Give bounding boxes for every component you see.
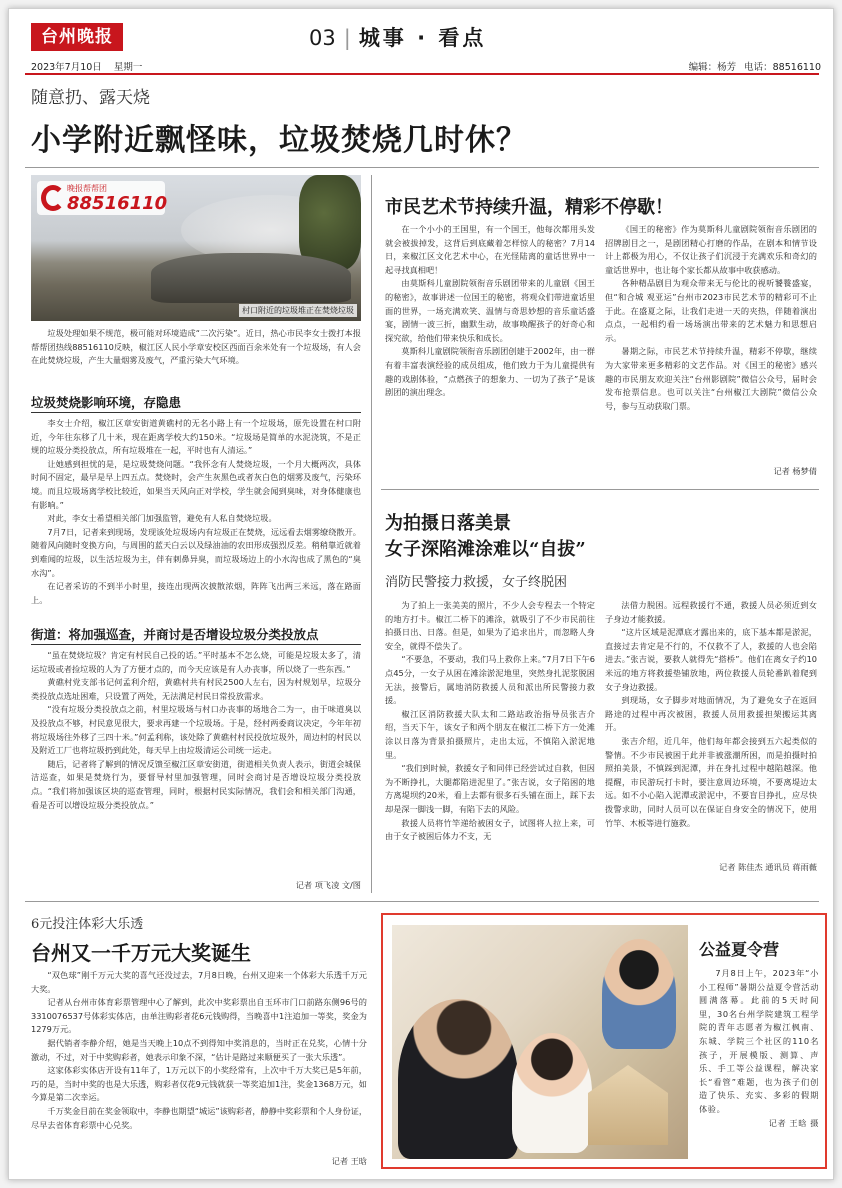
editor-line	[681, 59, 821, 73]
summer-camp-photo	[392, 925, 688, 1159]
story-rule	[381, 489, 819, 490]
art-headline: 市民艺术节持续升温，精彩不停歇！	[385, 197, 673, 218]
page-number: 03	[309, 26, 336, 50]
lottery-byline: 记者 王晗	[331, 1156, 367, 1166]
lead-headline: 小学附近飘怪味，垃圾焚烧几时休？	[31, 123, 527, 158]
beach-byline: 记者 陈佳杰 通讯员 蒋雨薇	[719, 862, 817, 872]
boy-figure	[602, 939, 676, 1049]
beach-kicker: 消防民警接力救援，女子终脱困	[385, 575, 568, 590]
beach-headline-line-1: 为拍摄日落美景	[385, 513, 511, 534]
issue-date: 2023年7月10日	[31, 62, 102, 73]
bottom-section-rule	[25, 901, 819, 902]
beach-headline-line-2: 女子深陷滩涂难以“自拔”	[385, 539, 586, 560]
lottery-kicker: 6元投注体彩大乐透	[31, 917, 144, 932]
subhead-rule	[31, 644, 361, 645]
editor-phone: 电话：88516110	[744, 62, 821, 73]
issue-weekday: 星期一	[113, 62, 143, 73]
art-column-2: 《国王的秘密》作为莫斯科儿童剧院领衔音乐剧团的招牌剧目之一，是剧团精心打磨的作品，在剧本和情节设计上都极为用心，不仅让孩子们沉浸于充满欢乐和奇幻的童话世界中，也让每个家长都从故事中收获感动。 各种精品剧目为观众带来无与伦比的视听饕餮盛宴，但“和合城 观亚运”台州市2023市民艺术节的精彩可不止于此。在盛夏之际，让我们走进一天的夹热，伴随着演出点点，一起相约看一场场演出带来的艺术魅力和思想启示。 暑期之际，市民艺术节持续升温，精彩不停歇，继续为大家带来更多精彩的文艺作品。对《国王的秘密》感兴趣的市民朋友欢迎关注“台州影剧院”微信公众号，届时会发布抢票信息。也可以关注“台州椒江大剧院”微信公众号，参与互动获取门票。	[605, 224, 817, 411]
hotline-number: 88516110	[67, 193, 168, 214]
lead-section-1: 李女士介绍，椒江区章安街道黄礁村的无名小路上有一个垃圾场，原先设置在村口附近，今年往东移了几十米，现在距离学校大约150米。“垃圾场是简单的水泥浇筑，不是正规的垃圾分类投放点，所有垃圾堆在一起，平时也有人清运。” 让她感到担忧的是，是垃圾焚烧问题。“我怀念有人焚烧垃圾，一个月大概两次，具体时间不固定，最早是早上四五点。焚烧时，会产生灰黑色或者灰白色的烟雾及废气，污染环境。而且垃圾场离学校比较近，如果当天风向正对学校，学生就会闻到臭味，对身体健康也有影响。” 对此，李女士希望相关部门加强监管，避免有人私自焚烧垃圾。 7月7日，记者来到现场，发现该处垃圾场内有垃圾正在焚烧，远远看去烟雾缭绕散开。随着风向随时变换方向，与周围的蓝天白云以及绿油油的农田形成强烈反差。稍稍靠近就着到难闻的垃圾，以生活垃圾为主，伴有刺鼻异臭，而垃圾场边上的小水沟也成了黑色的“臭水沟”。 在记者采访的不到半小时里，接连出现两次披散浓烟，阵阵飞出两三米远，落在路面上。	[31, 418, 361, 605]
newspaper-page	[8, 8, 834, 1180]
lead-subhead-1: 垃圾焚烧影响环境，存隐患	[31, 395, 182, 410]
beach-column-2: 法借力脱困。远程救援行不通，救援人员必须近到女子身边才能救援。 “这片区域是泥潭底才露出来的，底下基本都是淤泥，直接过去肯定是不行的，不仅救不了人，救援的人也会陷进去。”张吉说，要救人就得先“搭桥”。他们在离女子约10米远的地方将救援垫铺放地，两位救援人员轮番趴着爬到女子身边救援。 到现场，女子脚步对地面情况，为了避免女子在返回路途的过程中再次被困，救援人员用救援担架搬运其离开。 张吉介绍，近几年，他们每年都会接到五六起类似的警情。不少市民被困于此并非被涨潮所困，而是拍摄时拍照拍美景，不慎踩到泥潭，并在身扎过程中越陷越深。他提醒，市民游玩打卡时，要注意周边环境，不要离堤边太远。如不小心陷入泥潭或淤泥中，不要盲目挣扎，应尽快拨警求助，同时人员可以在保证自身安全的情况下，使用竹竿、木板等进行施救。	[605, 600, 817, 828]
lottery-body: “双色球”刚千万元大奖的喜气还没过去，7月8日晚，台州又迎来一个体彩大乐透千万元大奖。 记者从台州市体育彩票管理中心了解到，此次中奖彩票出自玉环市门口前路东侧96号的3310076537号体彩实体店，由单注购彩者花6元钱购得，当晚喜中1注追加一等奖，奖金为1279万元。 据代销者李静介绍，她是当天晚上10点不到得知中奖消息的，当时正在兑奖，心情十分激动，不过，对于中奖购彩者，她表示印象不深，“估计是路过来顺便买了一张大乐透”。 这家体彩实体店开设有11年了，1万元以下的小奖经常有，上次中千万大奖已是5年前，巧的是，当时中奖的也是大乐透，购彩者仅花9元钱就获一等奖追加1注，奖金1368万元，如今算是第二次幸运。 千万奖金目前在奖金领取中，李静也期望“城运”该购彩者，静静中奖彩票和个人身份证，尽早去省体育彩票中心兑奖。	[31, 970, 367, 1130]
headline-rule	[25, 167, 819, 168]
hotline-badge	[37, 181, 168, 215]
lead-byline: 记者 项飞凌 文/图	[295, 880, 361, 890]
header-divider: |	[343, 26, 351, 50]
dateline	[31, 59, 154, 73]
lead-section-2: “虽在焚烧垃圾？肯定有村民自己投的话。”平时基本不怎么烧，可能是垃圾太多了，清运垃圾或者捡垃圾的人为了方便才点的，而今天应该是有人办丧事，所以烧了一些东西。” 黄礁村党支部书记何孟利介绍，黄礁村共有村民2500人左右，因为村规划早，垃圾分类投放点选址困难，只设置了两处，无法满足村民日常投放需求。 “没有垃圾分类投放点之前，村里垃圾场与村口办丧事的场地合二为一，由于味道臭以及投放点不够，村民意见很大，要求再建一个垃圾场。于是，经村两委商议决定，今年年初将垃圾场往外移了三四十米。”何孟利称，该处除了黄礁村村民投放垃圾外，周边村的村民以及附近工厂也将垃圾扔到此处，每天早上由垃圾清运公司统一运走。 随后，记者将了解到的情况反馈至椒江区章安街道，街道相关负责人表示，街道会城保洁巡查，如果是焚烧行为，要督导村里加强管理，同时会商讨是否增设垃圾分类投放点。“我们将加强该区块的巡查管理，同时，根据村民实际情况，我们会和相关部门沟通，看是否可以增设垃圾分类投放点。”	[31, 650, 361, 810]
page-section-header	[309, 21, 569, 55]
editor-name: 编辑：杨芳	[688, 62, 737, 73]
column-divider	[371, 175, 372, 893]
garbage-pile-shape	[151, 253, 351, 303]
lead-intro: 垃圾处理如果不规范，极可能对环境造成“二次污染”。近日，热心市民李女士拨打本报帮帮团热线88516110反映，椒江区人民小学章安校区西面百余米处有一个垃圾场，有人会在此焚烧垃圾，产生大量烟雾及废气，严重污染大气环境。	[31, 328, 361, 366]
masthead-rule	[25, 73, 819, 75]
girl-figure	[512, 1033, 592, 1153]
summer-camp-title: 公益夏令营	[699, 940, 780, 959]
photo-caption: 村口附近的垃圾堆正在焚烧垃圾	[239, 304, 357, 317]
beach-column-1: 为了拍上一张美美的照片，不少人会专程去一个特定的地方打卡。椒江二桥下的滩涂，就吸引了不少市民前往拍摄日出、日落。但是，如果为了追求出片，而忽略人身安全，就得不偿失了。 “不要急，不要动，我们马上救你上来。”7月7日下午6点45分，一女子从困在滩涂淤泥地里，突然身扎泥浆脱困无法，接警后，属地消防救援人员和派出所民警接力救援。 椒江区消防救援大队太和二路站政治指导员张吉介绍，当天下午，该女子和两个朋友在椒江二桥下方一处滩涂以日落为背景拍摄照片，走出太远，不慎陷入淤泥地里。 “我们到时候，救援女子和同伴已经尝试过自救，但因为不断挣扎，大腿都陷进泥里了。”张吉说，女子陷困的地方离堤坝约20米，看上去都有很多石头铺在面上，踩下去却是深一脚浅一脚，有陷下去的风险。 救援人员将竹竿递给被困女子，试图将人拉上来，可由于女子被困后体力不支，无	[385, 600, 595, 842]
lead-subhead-2: 街道：将加强巡查，并商讨是否增设垃圾分类投放点	[31, 627, 319, 642]
hotline-logo-icon	[41, 185, 65, 211]
volunteer-figure	[398, 999, 518, 1159]
subhead-rule	[31, 412, 361, 413]
section-name: 城事 · 看点	[358, 26, 487, 50]
garbage-burning-photo	[31, 175, 361, 321]
newspaper-logo: 台州晚报	[31, 23, 123, 51]
summer-camp-body: 7月8日上午，2023年“小小工程师”暑期公益夏令营活动圆满落幕。此前的5天时间里，30名台州学院建筑工程学院的青年志愿者为椒江枫南、东城、学院三个社区的110名孩子，开展模版、测算、声乐、手工等公益课程，解决家长“看管”难题，也为孩子们创造了快乐、充实、多彩的假期体验。 记者 王晗 摄	[699, 968, 819, 1128]
art-column-1: 在一个小小的王国里，有一个国王，他每次都用头发就会被拔掉发，这背后到底藏着怎样惊人的秘密？7月14日，来椒江区文化艺术中心，在光怪陆离的童话世界中一起寻找真相吧！ 由莫斯科儿童剧院领衔音乐剧团带来的儿童剧《国王的秘密》，故事讲述一位国王的秘密，将观众们带进童话里面的世界，一场充满欢笑、温情与奇思妙想的音乐童话盛宴，剧情一波三折，幽默生动，故事唤醒孩子的好奇心和探究欲，给他们带来快乐和成长。 莫斯科儿童剧院领衔音乐剧团创建于2002年，由一群有着丰富表演经验的成员组成，他们致力于为儿童提供有趣的戏剧体验，“点燃孩子的想象力、一切为了孩子”是该剧团的演出理念。	[385, 224, 595, 398]
lottery-headline: 台州又一千万元大奖诞生	[31, 941, 251, 965]
hotline-label: 晚报帮帮团	[67, 184, 107, 193]
lead-kicker: 随意扔、露天烧	[31, 88, 150, 108]
art-byline: 记者 杨梦倩	[773, 466, 817, 476]
paper-house-model	[588, 1065, 668, 1145]
